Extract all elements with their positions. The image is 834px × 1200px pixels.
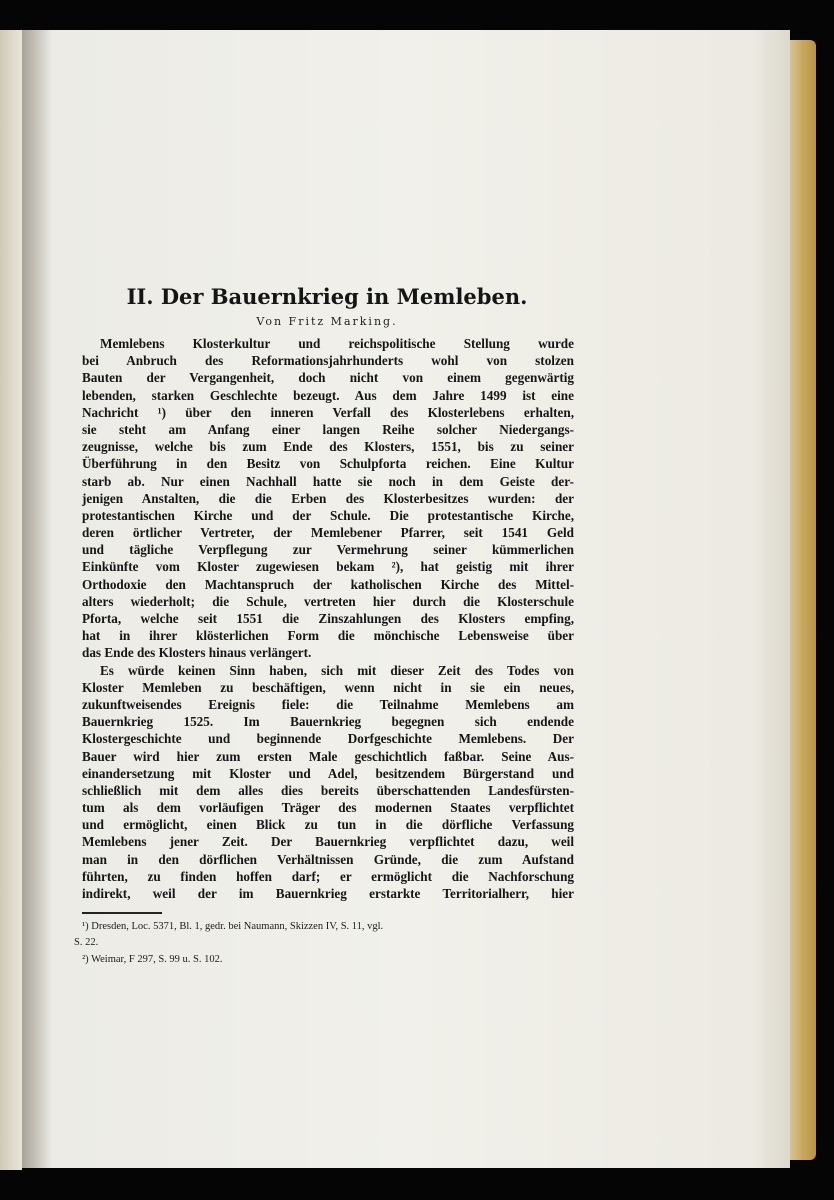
text-line: sie steht am Anfang einer langen Reihe solcher Niedergangs- (82, 421, 574, 437)
text-line: Bauernkrieg 1525. Im Bauernkrieg begegnen sich endende (82, 714, 574, 730)
text-line: alters wiederholt; die Schule, vertreten hier durch die Klosterschule (82, 593, 574, 609)
text-line: Orthodoxie den Machtanspruch der katholischen Kirche des Mittel- (82, 576, 574, 592)
text-line: indirekt, weil der im Bauernkrieg erstarkte Territorialherr, hier (82, 886, 574, 901)
text-line: Nachricht ¹) über den inneren Verfall des Klosterlebens erhalten, (82, 404, 574, 420)
text-line: Überführung in den Besitz von Schulpforta reichen. Eine Kultur (82, 456, 574, 472)
footnote-2: ²) Weimar, F 297, S. 99 u. S. 102. (82, 954, 223, 965)
gutter-shadow (22, 30, 52, 1168)
footnote-rule (82, 912, 162, 914)
text-line: protestantischen Kirche und der Schule. Die protestantische Kirche, (82, 507, 574, 523)
text-line: und ermöglicht, einen Blick zu tun in die dörfliche Verfassung (82, 817, 574, 833)
text-line: Kloster Memleben zu beschäftigen, wenn nicht in sie ein neues, (82, 679, 574, 695)
text-line: Bauten der Vergangenheit, doch nicht von einem gegenwärtig (82, 370, 574, 386)
text-line: zeugnisse, welche bis zum Ende des Klosters, 1551, bis zu seiner (82, 439, 574, 455)
text-line: Es würde keinen Sinn haben, sich mit dieser Zeit des Todes von (100, 662, 574, 678)
text-line: hat in ihrer klösterlichen Form die mönchische Lebensweise über (82, 628, 574, 644)
text-line: Einkünfte vom Kloster zugewiesen bekam ²), hat geistig mit ihrer (82, 559, 574, 575)
footnote-1-continued: S. 22. (74, 937, 99, 948)
text-line: Bauer wird hier zum ersten Male geschichtlich faßbar. Seine Aus- (82, 748, 574, 764)
body-text (82, 335, 574, 902)
text-line: bei Anbruch des Reformationsjahrhunderts wohl von stolzen (82, 353, 574, 369)
text-line: tum als dem vorläufigen Träger des modernen Staates verpflichtet (82, 800, 574, 816)
text-line: Memlebens Klosterkultur und reichspolitische Stellung wurde (100, 336, 574, 351)
text-line: man in den dörflichen Verhältnissen Gründe, die zum Aufstand (82, 851, 574, 867)
text-line: starb ab. Nur einen Nachhall hatte sie noch in dem Geiste der- (82, 473, 574, 489)
text-line: und tägliche Verpflegung zur Vermehrung seiner kümmerlichen (82, 542, 574, 558)
author-line: Von Fritz Marking. (256, 315, 398, 328)
text-line: schließlich mit dem alles dies bereits überschattenden Landesfürsten- (82, 782, 574, 798)
footnote-1: ¹) Dresden, Loc. 5371, Bl. 1, gedr. bei Naumann, Skizzen IV, S. 11, vgl. (82, 921, 384, 932)
book-page (22, 30, 790, 1168)
text-line: jenigen Anstalten, die die Erben des Klosterbesitzes wurden: der (82, 490, 574, 506)
text-line: lebenden, starken Geschlechte bezeugt. Aus dem Jahre 1499 ist eine (82, 387, 574, 403)
text-line: Pforta, welche seit 1551 die Zinszahlungen des Klosters empfing, (82, 611, 574, 626)
chapter-title: II. Der Bauernkrieg in Memleben. (126, 284, 528, 309)
text-line: führten, zu finden hoffen darf; er ermöglicht die Nachforschung (82, 868, 574, 884)
text-line: das Ende des Klosters hinaus verlängert. (82, 645, 312, 661)
text-line: zukunftweisendes Ereignis fiele: die Teilnahme Memlebens am (82, 696, 574, 712)
text-line: Klostergeschichte und beginnende Dorfgeschichte Memlebens. Der (82, 731, 574, 747)
facing-page-edge (0, 30, 22, 1170)
text-line: Memlebens jener Zeit. Der Bauernkrieg verpflichtet dazu, weil (82, 834, 574, 850)
text-line: einandersetzung mit Kloster und Adel, besitzendem Bürgerstand und (82, 765, 574, 781)
text-line: deren örtlicher Vertreter, der Memlebener Pfarrer, seit 1541 Geld (82, 525, 574, 541)
